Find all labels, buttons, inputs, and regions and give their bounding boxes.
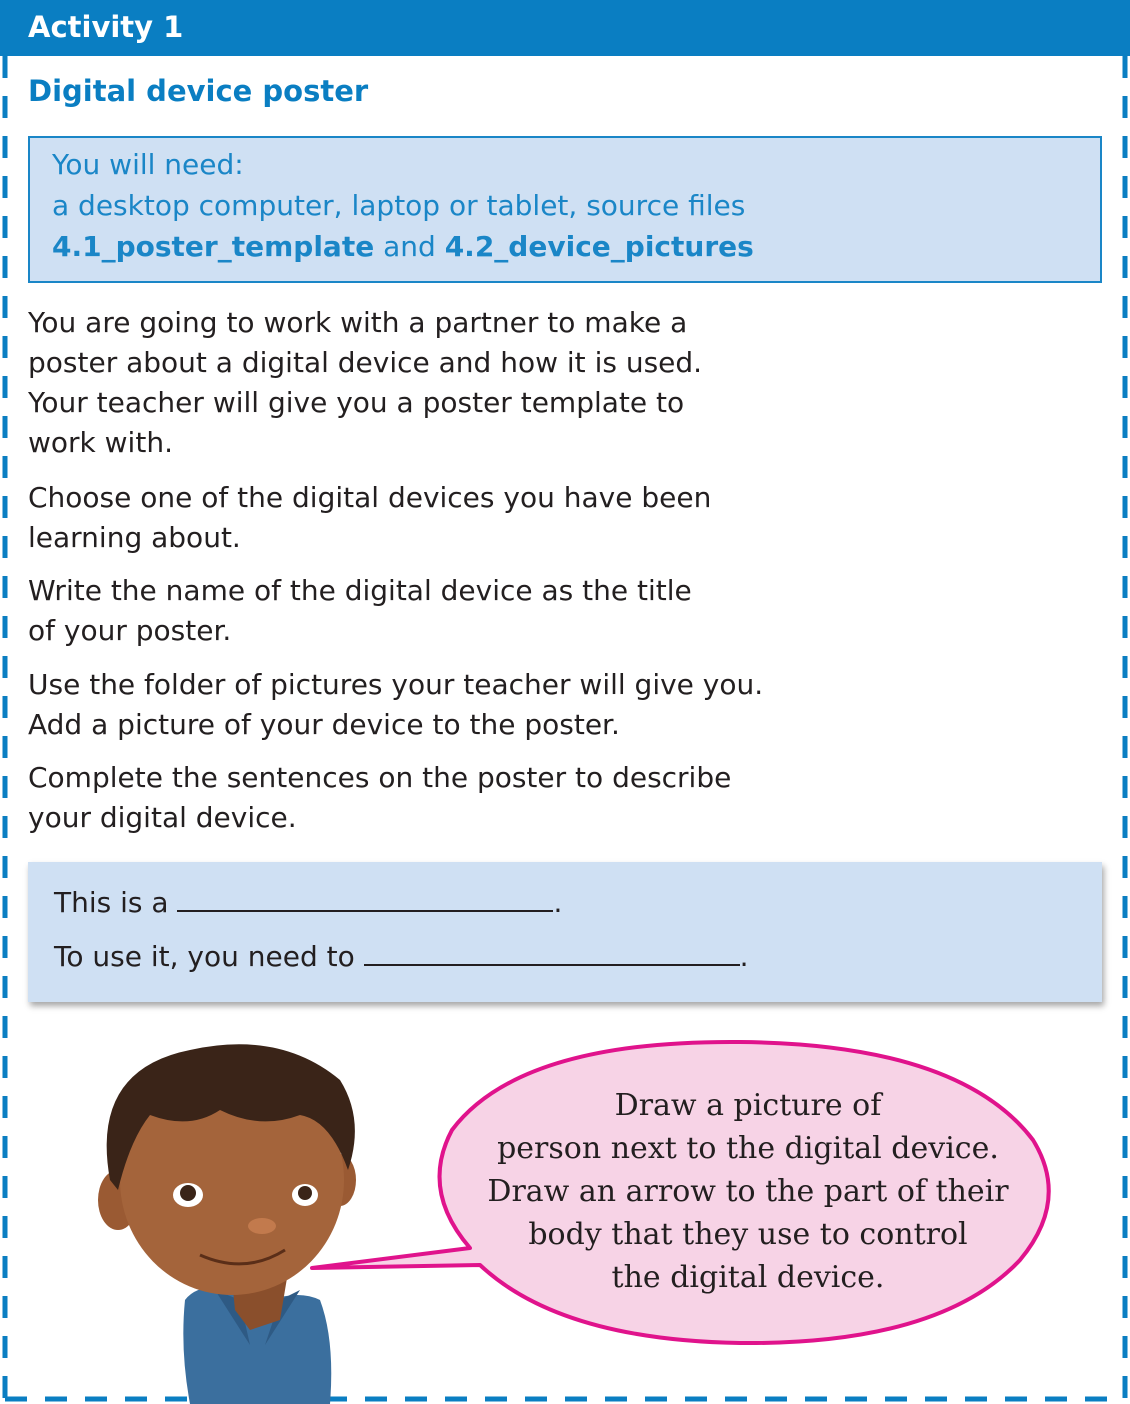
bubble-line: Draw an arrow to the part of their <box>487 1174 1009 1209</box>
bubble-line: person next to the digital device. <box>497 1131 999 1166</box>
bubble-line: Draw a picture of <box>614 1088 882 1123</box>
speech-bubble-text <box>470 1084 1026 1299</box>
sentence-period: . <box>739 940 749 973</box>
bubble-line: the digital device. <box>611 1260 885 1295</box>
instruction-line: Write the name of the digital device as the title <box>28 574 692 607</box>
instruction-line: work with. <box>28 426 173 459</box>
sentence-text: To use it, you need to <box>54 940 355 973</box>
sentence-period: . <box>553 886 563 919</box>
you-will-need-items: a desktop computer, laptop or tablet, source files <box>52 189 746 222</box>
instruction-line: poster about a digital device and how it is used. <box>28 346 703 379</box>
instruction-line: Choose one of the digital devices you have been <box>28 481 712 514</box>
instruction-line: Your teacher will give you a poster template to <box>28 386 685 419</box>
instruction-line: Add a picture of your device to the poster. <box>28 708 620 741</box>
sentence-text: This is a <box>54 886 169 919</box>
instruction-line: Use the folder of pictures your teacher will give you. <box>28 668 764 701</box>
instruction-line: Complete the sentences on the poster to describe <box>28 761 732 794</box>
instruction-line: of your poster. <box>28 614 232 647</box>
bubble-line: body that they use to control <box>528 1217 968 1252</box>
source-file-poster-template: 4.1_poster_template <box>52 230 375 263</box>
instruction-line: learning about. <box>28 521 241 554</box>
source-file-device-pictures: 4.2_device_pictures <box>444 230 754 263</box>
activity-title: Activity 1 <box>28 10 184 44</box>
boy-illustration <box>98 1044 356 1404</box>
you-will-need-heading: You will need: <box>52 148 244 181</box>
instruction-line: your digital device. <box>28 801 297 834</box>
source-files-and: and <box>383 230 436 263</box>
instruction-line: You are going to work with a partner to make a <box>28 306 688 339</box>
activity-subtitle: Digital device poster <box>28 74 369 108</box>
